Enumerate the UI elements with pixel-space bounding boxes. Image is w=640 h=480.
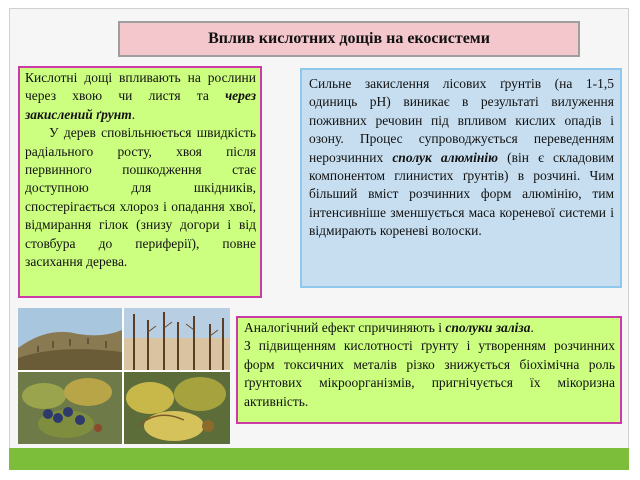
photo-collage — [18, 308, 230, 444]
right-text-start: Сильне закислення лісових ґрунтів (на 1-1,5 одиниць рН) виникає в результаті вилуження поживних речовин під впливом кислих опадів і озону. Процес супроводжується переведенням нерозчинних — [309, 76, 614, 165]
photo-collage-graphic — [18, 308, 230, 444]
left-p1-text: Кислотні дощі впливають на рослини через хвою чи листя та — [25, 70, 256, 104]
bottom-green-bar — [9, 448, 629, 470]
right-paragraph — [309, 75, 614, 241]
bottom-paragraph-1 — [244, 319, 615, 337]
left-p1-end: . — [131, 106, 136, 122]
photo-damaged-leaves — [18, 372, 122, 444]
bottom-p1-end: . — [530, 320, 534, 335]
bottom-p1-emphasis: сполуки заліза — [445, 320, 531, 335]
right-text-box — [300, 68, 622, 288]
right-text-end: (він є складовим компонентом глинистих ґрунтів) в розчині. Чим більший вміст розчинних форм алюмінію, тим інтенсивніше зменшується маса кореневої системи і відмирають кореневі волоски. — [309, 149, 614, 239]
photo-barren-hill — [18, 308, 122, 370]
right-emphasis: сполук алюмінію — [392, 149, 499, 165]
bottom-text-box — [236, 316, 622, 424]
slide-title — [118, 21, 580, 57]
slide-title-text: Вплив кислотних дощів на екосистеми — [208, 30, 490, 47]
left-paragraph-2: У дерев сповільнюється швидкість радіального росту, хвоя після первинного пошкодження стає доступною для шкідників, спостерігається хлороз і опадання хвої, відмирання гілок (знизу догори і від стовбура до периферії), повне засихання дерева. — [25, 125, 256, 270]
bottom-paragraph-2: З підвищенням кислотності ґрунту і утворенням розчинних форм токсичних металів різко знижується біохімічна роль ґрунтових мікроорганізмів, пригнічується їх мікоризна активність. — [244, 338, 615, 409]
left-p1-emphasis: через закислений ґрунт — [25, 88, 256, 122]
photo-dead-forest — [124, 308, 230, 370]
left-text-box — [18, 66, 262, 298]
photo-yellowed-leaves — [124, 372, 230, 444]
left-paragraph-1 — [25, 69, 256, 124]
bottom-p1-text: Аналогічний ефект спричиняють і — [244, 320, 446, 335]
